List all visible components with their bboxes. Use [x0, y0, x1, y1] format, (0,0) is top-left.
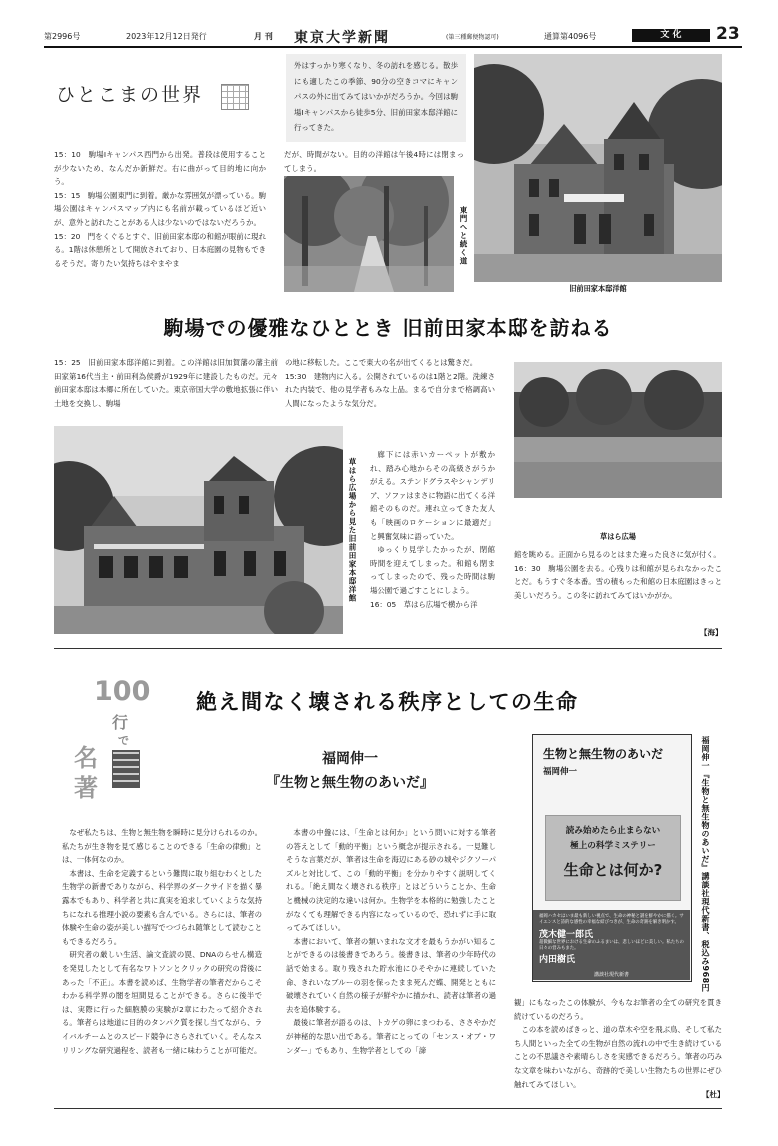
cover-recommender: 内田樹氏	[539, 955, 576, 965]
cover-lower	[533, 910, 690, 980]
photo-western-mansion	[474, 54, 722, 282]
time-entry: 15：15 駒場公園東門に到着。厳かな雰囲気が漂っている。駒場公園はキャンパスマップ内にも名前が載っているほど近いが、意外と訪れたことがある人は少ないのではないだろうか。	[54, 190, 266, 227]
article1-column-4b: 廊下には赤いカーペットが敷かれ、踏み心地からその高級さがうかがえる。ステンドグラスやシャンデリア、ソファはまさに物語に出てくる洋館そのものだ。連れ立ってきた友人も「映画のロケーションに最適だ」と興奮気味に語っていた。 ゆっくり見学したかったが、閉館時間を迎えてしまった。和館も閉まってしまったので、残った時間は駒場公園で過ごすことにしよう。 16：05 草はら広場で横から洋	[370, 450, 495, 609]
cover-band-line: 極上の科学ミステリー	[570, 841, 656, 851]
newspaper-name: 東京大学新聞	[294, 30, 390, 46]
corner-char: 行	[112, 713, 129, 732]
article2-byline: 【杜】	[702, 1090, 725, 1099]
section-label: 文 化	[632, 29, 710, 42]
caption-east-gate: 東門へと続く道	[459, 206, 468, 266]
page-number: 23	[716, 24, 740, 44]
cover-recommender: 茂木健一郎氏	[539, 930, 594, 940]
article1-column-1	[54, 148, 266, 270]
serial-number: 通算第4096号	[544, 32, 597, 41]
caption-mansion-from-field: 草はら広場から見た旧前田家本邸洋館	[348, 458, 357, 603]
postal-permit: (第三種郵便物認可)	[446, 34, 499, 41]
cover-title: 生物と無生物のあいだ	[543, 747, 664, 761]
cover-author: 福岡伸一	[543, 767, 578, 777]
photo-east-gate-path	[284, 176, 454, 292]
lead-paragraph: 外はすっかり寒くなり、冬の訪れを感じる。散歩にも適したこの季節、90分の空きコマにキャンパスの外に出てみてはいかがだろうか。今回は駒場Ⅰキャンパスから徒歩5分、旧前田家本邸洋館に行ってきた。	[286, 54, 466, 142]
book-cover	[532, 734, 692, 982]
corner-number: 100	[94, 676, 151, 707]
books-icon	[112, 750, 140, 788]
article1-headline: 駒場での優雅なひととき 旧前田家本邸を訪ねる	[163, 316, 613, 340]
corner-title	[56, 80, 256, 114]
issue-number: 第2996号	[44, 32, 81, 41]
photo-grass-field	[514, 362, 722, 498]
article1-column-2: だが、時間がない。目的の洋館は午後4時には閉まってしまう。	[284, 150, 464, 173]
book-info: 福岡伸一『生物と無生物のあいだ』講談社現代新書、税込み968円	[701, 736, 710, 993]
caption-western-mansion: 旧前田家本邸洋館	[569, 284, 627, 293]
article1-column-3: 15：25 旧前田家本邸洋館に到着。この洋館は旧加賀藩の藩主前田家第16代当主・前田利為侯爵が1929年に建設したものだ。元々前田家本邸は本郷に所在していた。東京帝国大学の敷地拡張に伴い土地を交換し、駒場	[54, 358, 278, 408]
time-entry: 15：10 駒場Ⅰキャンパス西門から出発。普段は使用することが少ないため、なんだか新鮮だ。右に曲がって目的地に向かう。	[54, 150, 266, 187]
corner-logo-100-lines	[72, 676, 152, 800]
bottom-rule	[54, 1108, 722, 1109]
cover-blurb: 福岡ハカセはいま最も新しい視点で、生命の神秘と謎を鮮やかに描く。サイエンスと詩的な感性の幸福な結びつきが、生命の奇跡を解き明かす。	[539, 914, 684, 925]
section-divider	[54, 648, 722, 649]
cover-band-line: 生命とは何か?	[563, 861, 663, 879]
article2-author: 福岡伸一	[322, 751, 378, 767]
corner-char: で	[118, 734, 129, 747]
header-rule	[44, 46, 742, 48]
caption-grass-field: 草はら広場	[600, 532, 636, 541]
cover-band	[545, 815, 681, 901]
article2-book-title: 『生物と無生物のあいだ』	[266, 775, 434, 791]
article1-column-4a: の地に移転した。ここで東大の名が出てくるとは驚きだ。 15:30 建物内に入る。公開されているのは1階と2階。洗練された内装で、他の見学者もみな上品。まるで自分まで格調高い人間になったような気分だ。	[285, 358, 495, 408]
time-entry: 15：20 門をくぐるとすぐ、旧前田家本邸の和館が眼前に現れる。1階は休憩所として開放されており、日本庭園の見物もできるそうだ。寄りたい気持ちはやまやま	[54, 231, 266, 268]
article1-column-5: 館を眺める。正面から見るのとはまた違った良さに気が付く。 16：30 駒場公園を去る。心残りは和館が見られなかったことだ。もうすぐ冬本番。雪の積もった和館の日本庭園はきっと美しいだろう。この冬に訪れてみてはいかがか。	[514, 550, 722, 600]
photo-mansion-from-field	[54, 426, 343, 634]
cover-band-line: 読み始めたら止まらない	[565, 826, 661, 836]
monthly-label: 月 刊	[254, 32, 273, 41]
page-header	[44, 24, 742, 47]
cover-publisher: 講談社現代新書	[593, 972, 629, 978]
article1-byline: 【海】	[700, 628, 723, 637]
cover-rec-text: 超微細な世界における生命のふるまいは、悲しいほどに美しい。私たちの日々の営みもまた。	[539, 940, 684, 951]
article2-column-3: 観」にもなったこの体験が、今もなお筆者の全ての研究を貫き続けているのだろう。 この本を読めばきっと、道の草木や空を飛ぶ鳥、そして私たち人間といった全ての生物が自然の流れの中で生き続けていることの不思議さや素晴らしさを実感できるだろう。筆者の巧みな文章を味わいながら、奇跡的で美しい生物たちの世界にぜひ触れてみてほしい。	[514, 998, 722, 1089]
article2-headline: 絶え間なく壊される秩序としての生命	[196, 689, 579, 714]
corner-title-text: ひとこまの世界	[56, 84, 204, 106]
article2-column-2: 本書の中盤には、「生命とは何か」という問いに対する筆者の答えとして「動的平衡」という概念が提示される。一見難しそうな言葉だが、筆者は生命を海辺にある砂の城やジクソーパズルと対比して、この「動的平衡」を分かりやすく説明してくれる。「絶え間なく壊される秩序」とはどういうことか、生命と機械の決定的な違いは何か。生物学を本格的に勉強したことがなくても理解できる内容になっているので、恐れずに手に取ってみてほしい。 本書において、筆者の類いまれな文才を最もうかがい知ることができるのは後書きであろう。後書きは、筆者の少年時代の話で始まる。取り残された貯水池にひそやかに連続していた命、きれいなブルーの羽を保ったまま死んだ蝶、開発とともに破壊されていく自然の様子が鮮やかに描かれ、読者は筆者の過去を追体験する。 最後に筆者が語るのは、トカゲの卵にまつわる、ささやかだが神秘的な思い出である。筆者にとっての「センス・オブ・ワンダー」でもあり、生物学者としての「諦	[286, 828, 496, 1055]
article2-column-1: なぜ私たちは、生物と無生物を瞬時に見分けられるのか。私たちが生き物を見て感じることのできる「生命の律動」とは、一体何なのか。 本書は、生命を定義するという難問に取り組むわくとした生物学の新書でありながら、科学界のダークサイドを描く暴露本でもあり、科学者と共に真実を追求していくような気持ちになれる推理小説の要素も含んでいる。さらには、筆者の体験や生命の姿が美しい描写でつづられ随筆として読むこともできるだろう。 研究者の厳しい生活、論文査読の罠、DNAのらせん構造を発見したとして有名なワトソンとクリックの研究の背後にあった「不正」。本書を読めば、生物学者の筆者だからこそわかる科学界の闇を垣間見ることができる。さらに後半では、実際に行った細胞膜の実験が2章にわたって紹介される。筆者らは地道に目的のタンパク質を探し当てながら、ライバルチームとのスピード競争にさらされていく。そんなスリリングな研究過程を、読者も一緒に味わうことが可能だ。	[62, 828, 262, 1055]
corner-char: 名	[74, 744, 98, 772]
corner-char: 著	[74, 774, 98, 802]
issue-date: 2023年12月12日発行	[126, 32, 207, 41]
calendar-icon	[221, 84, 249, 110]
